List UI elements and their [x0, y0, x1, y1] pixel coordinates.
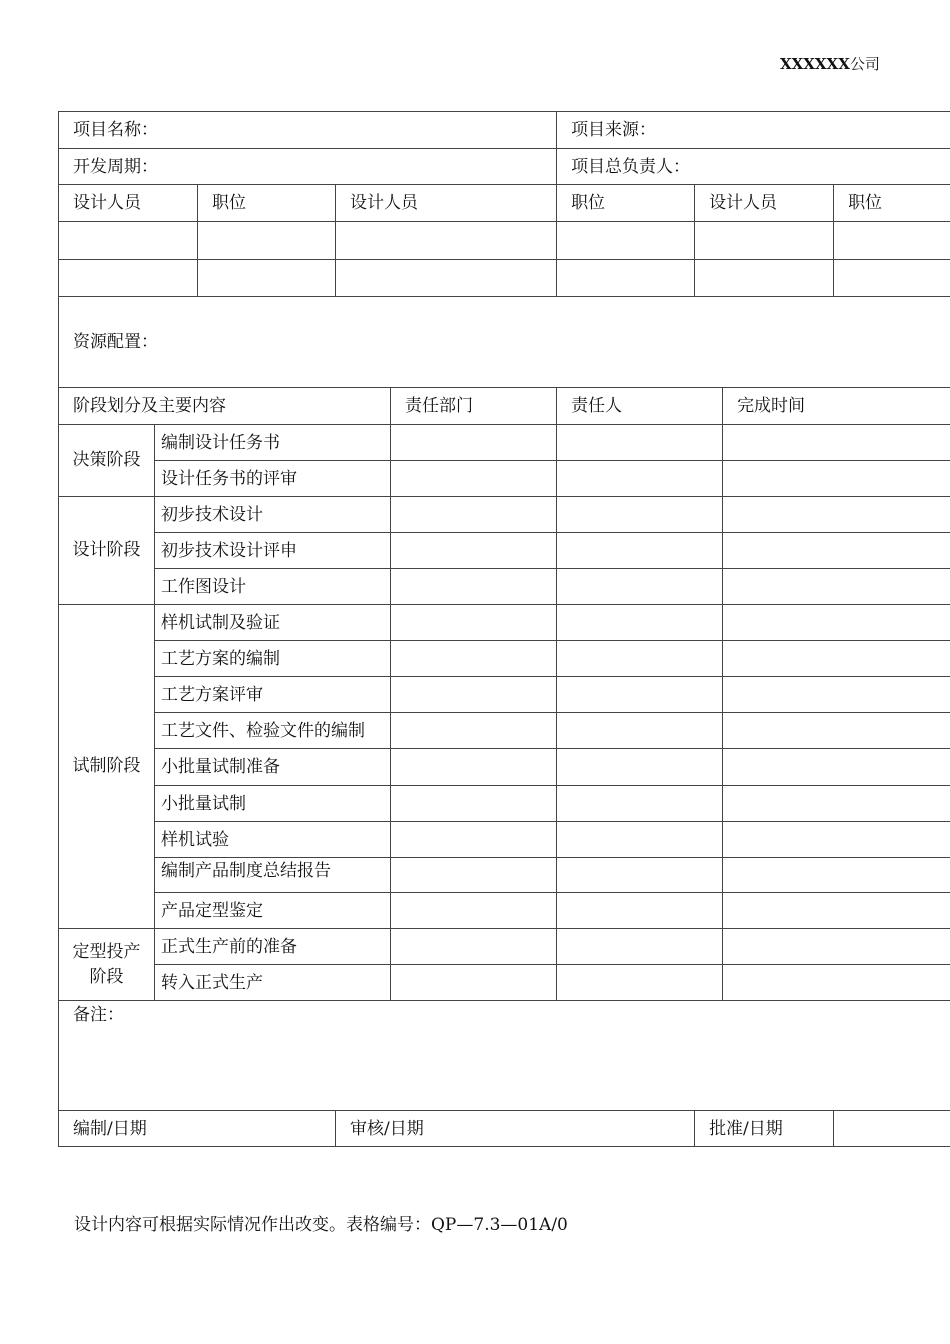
deadline-input[interactable]: [723, 965, 950, 1001]
owner-input[interactable]: [557, 893, 723, 929]
deadline-input[interactable]: [723, 858, 950, 893]
department-input[interactable]: [391, 929, 557, 965]
stage-header: 阶段划分及主要内容: [59, 388, 391, 425]
department-header: 责任部门: [391, 388, 557, 425]
project-name-label: 项目名称：: [73, 120, 158, 140]
task-cell: 小批量试制: [155, 786, 391, 822]
position-input[interactable]: [834, 260, 950, 297]
phase-production: [59, 929, 155, 1001]
review-date-cell: 审核/日期: [336, 1111, 695, 1147]
designer-input[interactable]: [336, 222, 557, 260]
project-manager-label: 项目总负责人：: [571, 156, 691, 177]
project-name-cell[interactable]: [59, 112, 557, 149]
position-input[interactable]: [198, 260, 336, 297]
footer-note: 设计内容可根据实际情况作出改变。表格编号：QP—7.3—01A/0: [74, 1215, 568, 1235]
department-input[interactable]: [391, 569, 557, 605]
owner-input[interactable]: [557, 461, 723, 497]
department-input[interactable]: [391, 677, 557, 713]
deadline-input[interactable]: [723, 569, 950, 605]
task-cell: 正式生产前的准备: [155, 929, 391, 965]
deadline-input[interactable]: [723, 713, 950, 749]
task-cell: 小批量试制准备: [155, 749, 391, 786]
task-cell: 编制产品制度总结报告: [155, 858, 391, 893]
owner-input[interactable]: [557, 858, 723, 893]
task-cell: 样机试制及验证: [155, 605, 391, 641]
compile-date-cell: 编制/日期: [59, 1111, 336, 1147]
designer-input[interactable]: [695, 260, 834, 297]
owner-header: 责任人: [557, 388, 723, 425]
task-cell: 初步技术设计评申: [155, 533, 391, 569]
designer-input[interactable]: [59, 222, 198, 260]
deadline-input[interactable]: [723, 929, 950, 965]
task-cell: 转入正式生产: [155, 965, 391, 1001]
owner-input[interactable]: [557, 497, 723, 533]
deadline-input[interactable]: [723, 786, 950, 822]
deadline-input[interactable]: [723, 533, 950, 569]
project-source-label: 项目来源：: [571, 120, 657, 140]
resource-allocation-cell[interactable]: [59, 297, 950, 388]
department-input[interactable]: [391, 965, 557, 1001]
phase-decision: 决策阶段: [59, 425, 155, 497]
task-cell: 工作图设计: [155, 569, 391, 605]
resource-allocation-label: 资源配置：: [73, 332, 158, 352]
designer-header: 设计人员: [59, 185, 198, 222]
task-cell: 编制设计任务书: [155, 425, 391, 461]
department-input[interactable]: [391, 497, 557, 533]
remarks-label: 备注：: [73, 1005, 124, 1025]
task-cell: 工艺方案的编制: [155, 641, 391, 677]
owner-input[interactable]: [557, 822, 723, 858]
department-input[interactable]: [391, 425, 557, 461]
approve-date-cell: 批准/日期: [695, 1111, 834, 1147]
phase-design: 设计阶段: [59, 497, 155, 605]
designer-header: 设计人员: [336, 185, 557, 222]
position-input[interactable]: [834, 222, 950, 260]
department-input[interactable]: [391, 822, 557, 858]
department-input[interactable]: [391, 893, 557, 929]
deadline-header: 完成时间: [723, 388, 950, 425]
deadline-input[interactable]: [723, 822, 950, 858]
deadline-input[interactable]: [723, 749, 950, 786]
company-suffix: 公司: [849, 55, 880, 73]
owner-input[interactable]: [557, 677, 723, 713]
task-cell: 样机试验: [155, 822, 391, 858]
deadline-input[interactable]: [723, 605, 950, 641]
deadline-input[interactable]: [723, 425, 950, 461]
position-input[interactable]: [198, 222, 336, 260]
phase-trial: 试制阶段: [59, 605, 155, 929]
owner-input[interactable]: [557, 569, 723, 605]
approve-date-input[interactable]: [834, 1111, 950, 1147]
designer-header: 设计人员: [695, 185, 834, 222]
department-input[interactable]: [391, 786, 557, 822]
department-input[interactable]: [391, 641, 557, 677]
deadline-input[interactable]: [723, 677, 950, 713]
department-input[interactable]: [391, 749, 557, 786]
task-cell: 产品定型鉴定: [155, 893, 391, 929]
position-header: 职位: [834, 185, 950, 222]
deadline-input[interactable]: [723, 461, 950, 497]
phase-production-line1: 定型投产: [72, 941, 141, 962]
department-input[interactable]: [391, 461, 557, 497]
task-cell: [155, 713, 391, 749]
phase-production-line2: 阶段: [89, 966, 124, 987]
task-cell: 初步技术设计: [155, 497, 391, 533]
owner-input[interactable]: [557, 749, 723, 786]
owner-input[interactable]: [557, 713, 723, 749]
owner-input[interactable]: [557, 929, 723, 965]
project-source-cell[interactable]: [557, 112, 950, 149]
department-input[interactable]: [391, 533, 557, 569]
designer-input[interactable]: [59, 260, 198, 297]
department-input[interactable]: [391, 605, 557, 641]
company-prefix: XXXXXX: [780, 55, 850, 73]
dev-period-label: 开发周期：: [73, 156, 158, 177]
position-header: 职位: [557, 185, 695, 222]
remarks-cell[interactable]: [59, 1001, 950, 1111]
owner-input[interactable]: [557, 641, 723, 677]
department-input[interactable]: [391, 858, 557, 893]
deadline-input[interactable]: [723, 641, 950, 677]
designer-input[interactable]: [336, 260, 557, 297]
owner-input[interactable]: [557, 786, 723, 822]
designer-input[interactable]: [695, 222, 834, 260]
task-text-clipped: 工艺文件、检验文件的编制: [161, 720, 365, 741]
department-input[interactable]: [391, 713, 557, 749]
task-cell: 工艺方案评审: [155, 677, 391, 713]
position-input[interactable]: [557, 222, 695, 260]
project-design-form: [58, 111, 950, 1147]
project-manager-cell[interactable]: [557, 149, 950, 185]
dev-period-cell[interactable]: [59, 149, 557, 185]
owner-input[interactable]: [557, 425, 723, 461]
owner-input[interactable]: [557, 533, 723, 569]
deadline-input[interactable]: [723, 497, 950, 533]
position-input[interactable]: [557, 260, 695, 297]
deadline-input[interactable]: [723, 893, 950, 929]
task-cell: 设计任务书的评审: [155, 461, 391, 497]
position-header: 职位: [198, 185, 336, 222]
company-name: [780, 54, 880, 74]
owner-input[interactable]: [557, 965, 723, 1001]
owner-input[interactable]: [557, 605, 723, 641]
